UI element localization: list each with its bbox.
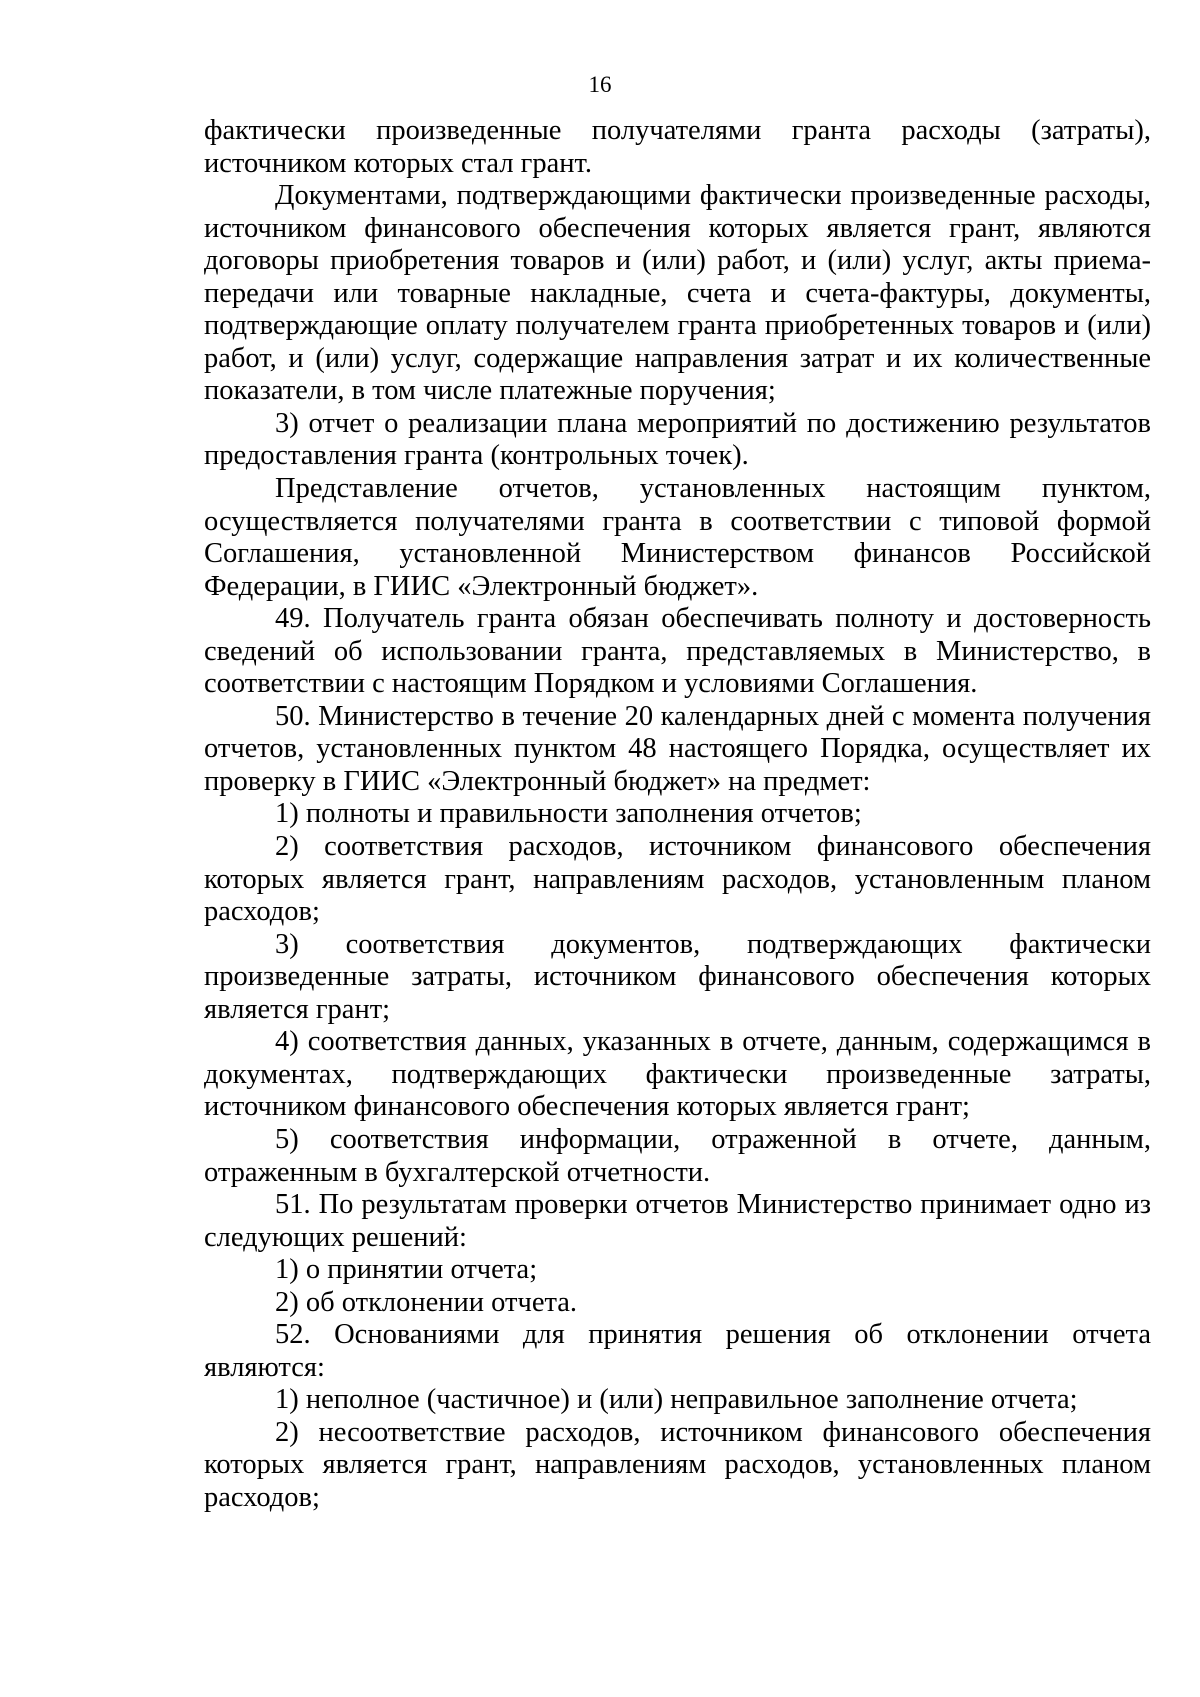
paragraph: Документами, подтверждающими фактически произведенные расходы, источником финансового обеспечения которых является грант, являются договоры приобретения товаров и (или) работ, и (или) услуг, акты приема-передачи или товарные накладные, счета и счета-фактуры, документы, подтверждающие оплату получателем гранта приобретенных товаров и (или) работ, и (или) услуг, содержащие направления затрат и их количественные показатели, в том числе платежные поручения; [204, 180, 1151, 407]
paragraph: фактически произведенные получателями гранта расходы (затраты), источником которых стал грант. [204, 115, 1151, 179]
paragraph: 1) полноты и правильности заполнения отчетов; [275, 798, 862, 830]
paragraph: 52. Основаниями для принятия решения об отклонении отчета являются: [204, 1319, 1151, 1383]
paragraph: 3) отчет о реализации плана мероприятий по достижению результатов предоставления гранта (контрольных точек). [204, 407, 1151, 472]
paragraph: 49. Получатель гранта обязан обеспечивать полноту и достоверность сведений об использовании гранта, представляемых в Министерство, в соответствии с настоящим Порядком и условиями Соглашения. [204, 603, 1151, 700]
paragraph: 51. По результатам проверки отчетов Министерство принимает одно из следующих решений: [204, 1189, 1151, 1253]
paragraph: 2) несоответствие расходов, источником финансового обеспечения которых является грант, направлениям расходов, установленных планом расходов; [204, 1416, 1151, 1513]
paragraph: 2) об отклонении отчета. [275, 1286, 578, 1318]
paragraph: Представление отчетов, установленных настоящим пунктом, осуществляется получателями гранта в соответствии с типовой формой Соглашения, установленной Министерством финансов Российской Федерации, в ГИИС «Электронный бюджет». [204, 473, 1151, 602]
paragraph: 1) о принятии отчета; [275, 1254, 538, 1286]
page-number: 16 [588, 72, 612, 97]
document-body [204, 115, 1151, 1515]
paragraph: 2) соответствия расходов, источником финансового обеспечения которых является грант, направлениям расходов, установленным планом расходов; [204, 831, 1151, 928]
paragraph: 50. Министерство в течение 20 календарных дней с момента получения отчетов, установленных пунктом 48 настоящего Порядка, осуществляет их проверку в ГИИС «Электронный бюджет» на предмет: [204, 700, 1151, 797]
paragraph: 1) неполное (частичное) и (или) неправильное заполнение отчета; [275, 1384, 1078, 1416]
paragraph: 3) соответствия документов, подтверждающих фактически произведенные затраты, источником финансового обеспечения которых является грант; [204, 928, 1151, 1025]
paragraph: 4) соответствия данных, указанных в отчете, данным, содержащимся в документах, подтверждающих фактически произведенные затраты, источником финансового обеспечения которых является грант; [204, 1026, 1151, 1123]
paragraph: 5) соответствия информации, отраженной в отчете, данным, отраженным в бухгалтерской отчетности. [204, 1123, 1151, 1188]
